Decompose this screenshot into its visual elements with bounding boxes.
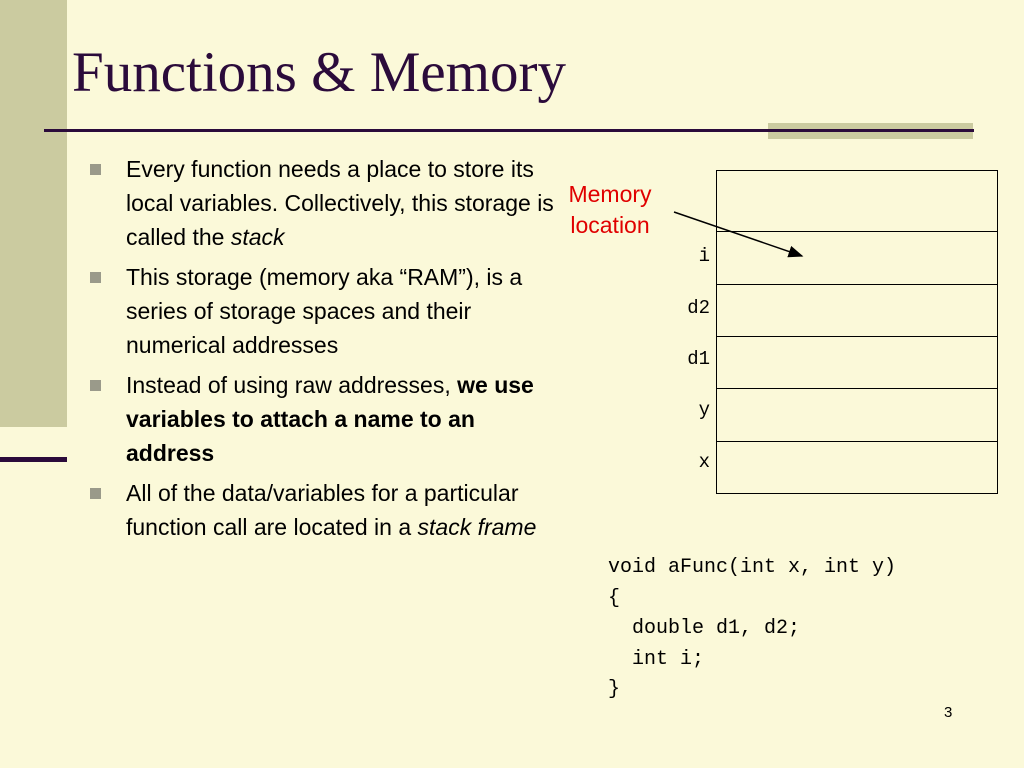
memory-cell-row [717, 232, 998, 285]
memory-cell [717, 171, 998, 232]
code-line: void aFunc(int x, int y) [608, 556, 897, 579]
code-line: int i; [608, 647, 705, 671]
memory-cell-row [717, 389, 998, 442]
memory-cell-row [717, 337, 998, 389]
slide-number: 3 [944, 704, 953, 721]
memory-label-line-1: Memory [568, 181, 652, 207]
code-line: { [608, 586, 621, 610]
memory-cell-row [717, 442, 998, 494]
bullet-text-run: All of the data/variables for a particular function call are located in a [126, 480, 519, 540]
memory-variable-label: x [698, 450, 710, 473]
memory-variable-label: d1 [687, 347, 710, 370]
slide-title: Functions & Memory [72, 41, 566, 104]
memory-cell [717, 442, 998, 494]
memory-cell [717, 389, 998, 442]
memory-cell-row [717, 171, 998, 232]
memory-label-line-2: location [570, 212, 650, 238]
memory-cell [717, 285, 998, 337]
memory-cell-row [717, 285, 998, 337]
memory-stack-table [716, 170, 998, 494]
memory-variable-label: i [698, 245, 710, 267]
memory-cell [717, 337, 998, 389]
bullet-text-run: stack frame [417, 514, 537, 540]
code-line: double d1, d2; [608, 617, 801, 640]
bullet-text-run: we use variables to attach a name to an address [126, 372, 534, 466]
memory-cell [717, 232, 998, 285]
bullet-text-run: This storage (memory aka “RAM”), is a series of storage spaces and their numerical addresses [126, 264, 523, 358]
memory-variable-label: y [698, 399, 710, 421]
bullet-text-run: Every function needs a place to store its local variables. Collectively, this storage is called the [126, 156, 554, 250]
memory-variable-label: d2 [687, 296, 710, 319]
code-line: } [608, 678, 621, 701]
bullet-text-run: Instead of using raw addresses, [126, 372, 458, 398]
code-snippet [608, 553, 896, 706]
bullet-text-run: stack [230, 224, 285, 250]
